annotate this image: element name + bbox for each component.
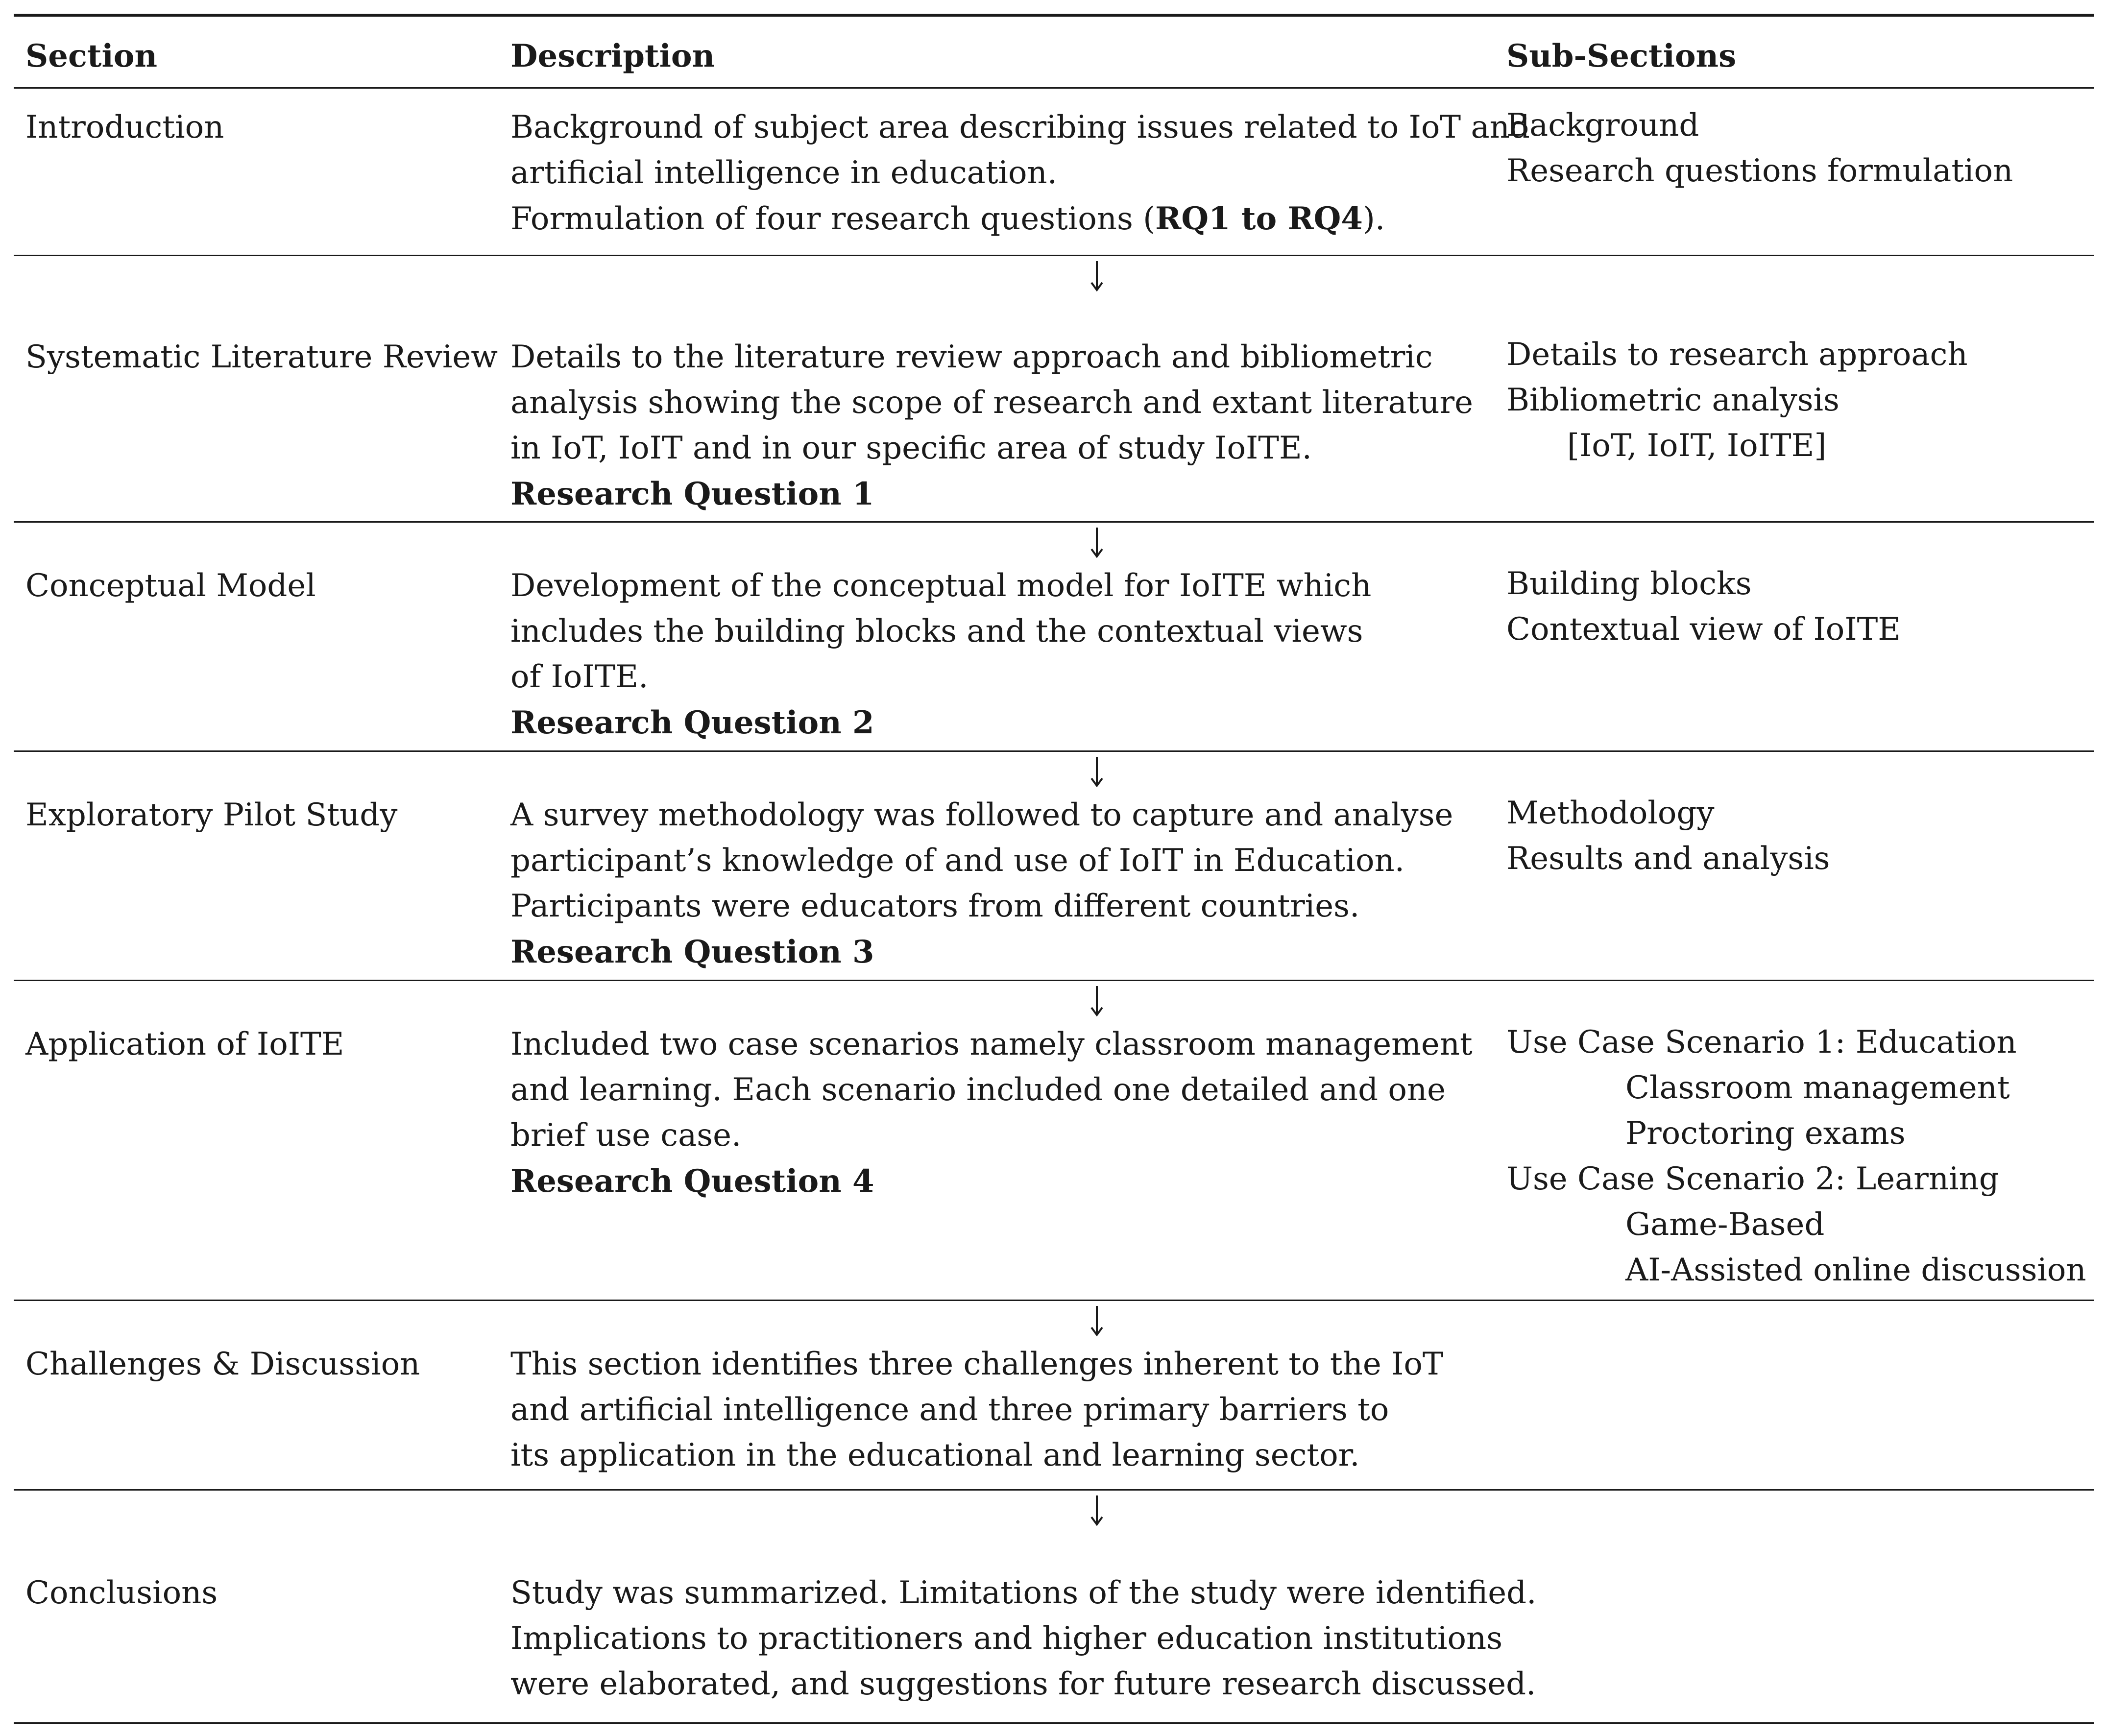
section-introduction: Introduction xyxy=(25,109,224,145)
description-line: A survey methodology was followed to capture and analyse xyxy=(510,797,1453,833)
research-question-label: Research Question 3 xyxy=(510,934,874,970)
description-application-of-ioite xyxy=(510,1022,1473,1204)
subsections-systematic-literature-review xyxy=(1506,332,1968,469)
row-rule xyxy=(14,750,2094,752)
subsections-exploratory-pilot-study xyxy=(1506,791,1830,882)
down-arrow-icon xyxy=(1090,528,1104,558)
description-line: Included two case scenarios namely classroom management xyxy=(510,1026,1473,1062)
research-questions-range: RQ1 to RQ4 xyxy=(1155,200,1363,237)
description-line: and artificial intelligence and three primary barriers to xyxy=(510,1392,1389,1428)
subsections-conceptual-model xyxy=(1506,561,1901,652)
bottom-rule xyxy=(14,1722,2094,1724)
description-line: were elaborated, and suggestions for future research discussed. xyxy=(510,1666,1536,1702)
header-subsections: Sub-Sections xyxy=(1506,38,1737,74)
row-rule xyxy=(14,1300,2094,1301)
subsection-item: [IoT, IoIT, IoITE] xyxy=(1567,428,1827,464)
subsections-introduction xyxy=(1506,103,2013,194)
description-line: in IoT, IoIT and in our specific area of study IoITE. xyxy=(510,430,1312,466)
description-line: participant’s knowledge of and use of IoIT in Education. xyxy=(510,843,1405,879)
description-systematic-literature-review xyxy=(510,335,1473,517)
subsection-item: Proctoring exams xyxy=(1625,1115,1906,1152)
down-arrow-icon xyxy=(1090,757,1104,787)
description-line: and learning. Each scenario included one detailed and one xyxy=(510,1072,1446,1108)
subsection-item: Bibliometric analysis xyxy=(1506,382,1840,418)
header-description: Description xyxy=(510,38,715,74)
research-question-label: Research Question 4 xyxy=(510,1163,874,1200)
description-conclusions xyxy=(510,1570,1536,1707)
description-line: This section identifies three challenges inherent to the IoT xyxy=(510,1346,1444,1382)
subsection-item: AI-Assisted online discussion xyxy=(1625,1252,2086,1288)
subsection-item: Background xyxy=(1506,107,1699,144)
description-line: Details to the literature review approach and bibliometric xyxy=(510,339,1433,375)
section-challenges-discussion: Challenges & Discussion xyxy=(25,1346,420,1382)
row-rule xyxy=(14,1489,2094,1491)
subsection-item: Game-Based xyxy=(1625,1206,1825,1243)
description-line: brief use case. xyxy=(510,1117,742,1154)
description-line: Formulation of four research questions (RQ1 to RQ4). xyxy=(510,200,1385,237)
description-line: Development of the conceptual model for IoITE which xyxy=(510,568,1372,604)
description-line: Implications to practitioners and higher education institutions xyxy=(510,1620,1503,1657)
description-line: of IoITE. xyxy=(510,659,649,695)
section-application-of-ioite: Application of IoITE xyxy=(25,1026,344,1062)
subsection-item: Details to research approach xyxy=(1506,337,1968,373)
down-arrow-icon xyxy=(1090,986,1104,1016)
subsection-item: Use Case Scenario 1: Education xyxy=(1506,1024,2017,1061)
subsection-item: Use Case Scenario 2: Learning xyxy=(1506,1161,1999,1197)
section-conclusions: Conclusions xyxy=(25,1575,218,1611)
section-exploratory-pilot-study: Exploratory Pilot Study xyxy=(25,797,398,833)
down-arrow-icon xyxy=(1090,1495,1104,1526)
subsection-item: Building blocks xyxy=(1506,566,1752,602)
description-line: Participants were educators from different countries. xyxy=(510,888,1360,924)
description-exploratory-pilot-study xyxy=(510,793,1453,975)
description-line: Background of subject area describing issues related to IoT and xyxy=(510,109,1530,145)
description-introduction xyxy=(510,105,1530,241)
description-line: artificial intelligence in education. xyxy=(510,155,1058,191)
description-line: its application in the educational and learning sector. xyxy=(510,1437,1360,1473)
research-question-label: Research Question 2 xyxy=(510,704,874,741)
description-conceptual-model xyxy=(510,563,1371,746)
header-section: Section xyxy=(25,38,157,74)
row-rule xyxy=(14,255,2094,256)
description-line: analysis showing the scope of research and extant literature xyxy=(510,385,1473,421)
research-question-label: Research Question 1 xyxy=(510,476,874,512)
description-challenges-discussion xyxy=(510,1342,1444,1478)
row-rule xyxy=(14,521,2094,523)
row-rule xyxy=(14,980,2094,981)
subsection-item: Classroom management xyxy=(1625,1070,2010,1106)
subsections-application-of-ioite xyxy=(1506,1020,2086,1293)
down-arrow-icon xyxy=(1090,261,1104,291)
subsection-item: Results and analysis xyxy=(1506,841,1830,877)
down-arrow-icon xyxy=(1090,1306,1104,1336)
subsection-item: Research questions formulation xyxy=(1506,153,2013,189)
section-conceptual-model: Conceptual Model xyxy=(25,568,316,604)
section-systematic-literature-review: Systematic Literature Review xyxy=(25,339,498,375)
description-line: includes the building blocks and the contextual views xyxy=(510,613,1363,650)
subsection-item: Contextual view of IoITE xyxy=(1506,611,1901,648)
header-rule xyxy=(14,87,2094,89)
subsection-item: Methodology xyxy=(1506,795,1715,831)
top-rule xyxy=(14,14,2094,17)
description-line: Study was summarized. Limitations of the study were identified. xyxy=(510,1575,1537,1611)
